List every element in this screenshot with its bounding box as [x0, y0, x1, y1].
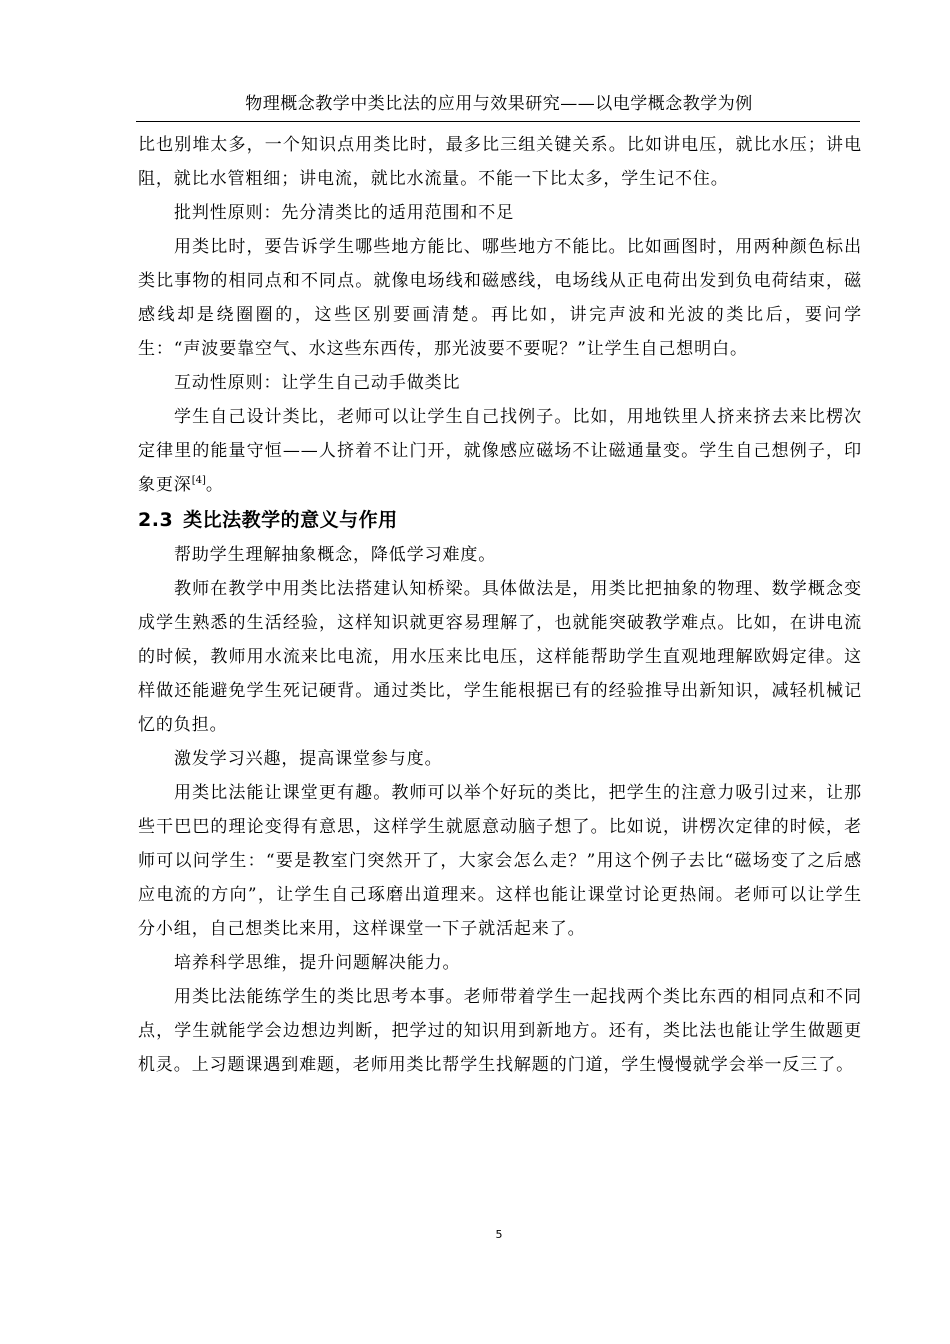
principle-heading-interactive: 互动性原则：让学生自己动手做类比: [174, 373, 461, 393]
body-text: [138, 128, 862, 1082]
paragraph-with-citation: [138, 400, 862, 502]
section-title: 类比法教学的意义与作用: [183, 509, 398, 531]
paragraph: 教师在教学中用类比法搭建认知桥梁。具体做法是，用类比把抽象的物理、数学概念变成学生熟悉的生活经验，这样知识就更容易理解了，也就能突破教学难点。比如，在讲电流的时候，教师用水流来比电流，用水压来比电压，这样能帮助学生直观地理解欧姆定律。这样做还能避免学生死记硬背。通过类比，学生能根据已有的经验推导出新知识，减轻机械记忆的负担。: [138, 579, 862, 735]
section-number: 2.3: [138, 509, 174, 531]
subheading-understanding: 帮助学生理解抽象概念，降低学习难度。: [174, 545, 497, 565]
paragraph-end-punctuation: 。: [205, 475, 224, 495]
running-header: 物理概念教学中类比法的应用与效果研究——以电学概念教学为例: [245, 94, 753, 114]
subheading-interest: 激发学习兴趣，提高课堂参与度。: [174, 749, 443, 769]
header-rule: [136, 121, 860, 122]
paragraph-text: 学生自己设计类比，老师可以让学生自己找例子。比如，用地铁里人挤来挤去来比楞次定律里的能量守恒——人挤着不让门开，就像感应磁场不让磁通量变。学生自己想例子，印象更深: [138, 407, 862, 495]
paragraph: 用类比法能练学生的类比思考本事。老师带着学生一起找两个类比东西的相同点和不同点，学生就能学会边想边判断，把学过的知识用到新地方。还有，类比法也能让学生做题更机灵。上习题课遇到难题，老师用类比帮学生找解题的门道，学生慢慢就学会举一反三了。: [138, 987, 862, 1075]
subheading-thinking: 培养科学思维，提升问题解决能力。: [174, 953, 461, 973]
page-number: 5: [495, 1228, 503, 1241]
principle-heading-critical: 批判性原则：先分清类比的适用范围和不足: [174, 203, 515, 223]
paragraph: 用类比时，要告诉学生哪些地方能比、哪些地方不能比。比如画图时，用两种颜色标出类比事物的相同点和不同点。就像电场线和磁感线，电场线从正电荷出发到负电荷结束，磁感线却是绕圈圈的，这些区别要画清楚。再比如，讲完声波和光波的类比后，要问学生：“声波要靠空气、水这些东西传，那光波要不要呢？”让学生自己想明白。: [138, 237, 862, 359]
section-heading: [138, 502, 862, 538]
citation-reference[interactable]: [4]: [191, 475, 206, 486]
paragraph-continuation: 比也别堆太多，一个知识点用类比时，最多比三组关键关系。比如讲电压，就比水压；讲电阻，就比水管粗细；讲电流，就比水流量。不能一下比太多，学生记不住。: [138, 135, 862, 189]
paragraph: 用类比法能让课堂更有趣。教师可以举个好玩的类比，把学生的注意力吸引过来，让那些干巴巴的理论变得有意思，这样学生就愿意动脑子想了。比如说，讲楞次定律的时候，老师可以问学生：“要是教室门突然开了，大家会怎么走？”用这个例子去比“磁场变了之后感应电流的方向”，让学生自己琢磨出道理来。这样也能让课堂讨论更热闹。老师可以让学生分小组，自己想类比来用，这样课堂一下子就活起来了。: [138, 783, 862, 939]
